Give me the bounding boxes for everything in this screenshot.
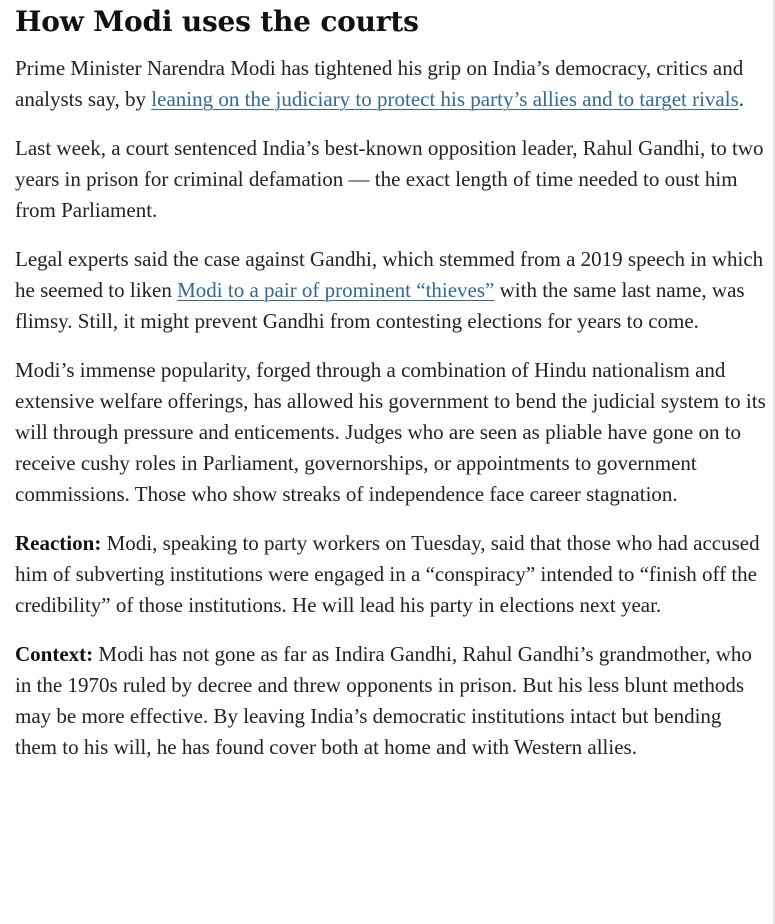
context-label: Context: (15, 642, 94, 666)
link-thieves[interactable]: Modi to a pair of prominent “thieves” (177, 278, 495, 302)
paragraph-context (15, 639, 767, 763)
paragraph-text: Modi has not gone as far as Indira Gandhi, Rahul Gandhi’s grandmother, who in the 1970s ruled by decree and threw opponents in prison. But his less blunt methods may be more effective. By leaving India’s democratic institutions intact but bending them to his will, he has found cover both at home and with Western allies. (15, 642, 752, 759)
paragraph-intro (15, 53, 767, 115)
reaction-label: Reaction: (15, 531, 102, 555)
paragraph-text: with the same last name, was flimsy. Still, it might prevent Gandhi from contesting elections for years to come. (15, 278, 745, 333)
paragraph-text: Prime Minister Narendra Modi has tightened his grip on India’s democracy, critics and analysts say, by (15, 56, 744, 111)
paragraph-legal-experts (15, 244, 767, 337)
article (15, 0, 767, 924)
link-judiciary[interactable]: leaning on the judiciary to protect his party’s allies and to target rivals (151, 87, 739, 111)
paragraph-popularity: Modi’s immense popularity, forged through a combination of Hindu nationalism and extensive welfare offerings, has allowed his government to bend the judicial system to its will through pressure and enticements. Judges who are seen as pliable have gone on to receive cushy roles in Parliament, governorships, or appointments to government commissions. Those who show streaks of independence face career stagnation. (15, 358, 766, 506)
paragraph-text: Legal experts said the case against Gandhi, which stemmed from a 2019 speech in which he seemed to liken (15, 247, 764, 302)
article-title: How Modi uses the courts (15, 5, 419, 38)
paragraph-text: . (738, 87, 745, 111)
paragraph-text: Modi, speaking to party workers on Tuesday, said that those who had accused him of subverting institutions were engaged in a “conspiracy” intended to “finish off the credibility” of those institutions. He will lead his party in elections next year. (15, 531, 760, 617)
paragraph-reaction (15, 528, 767, 621)
paragraph-sentence: Last week, a court sentenced India’s best-known opposition leader, Rahul Gandhi, to two years in prison for criminal defamation — the exact length of time needed to oust him from Parliament. (15, 136, 764, 222)
